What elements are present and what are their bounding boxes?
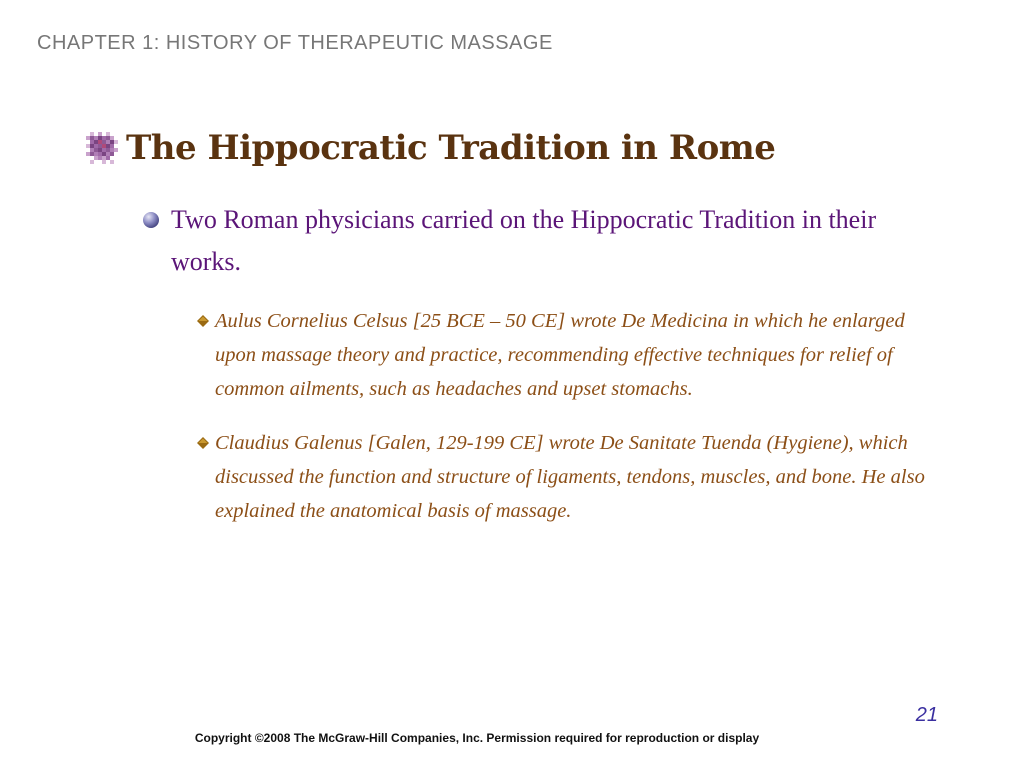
pixelated-square-bullet-icon [86, 132, 118, 164]
chapter-header: CHAPTER 1: HISTORY OF THERAPEUTIC MASSAGE [37, 32, 553, 54]
bullet-text: Two Roman physicians carried on the Hippocratic Tradition in their works. [171, 205, 877, 276]
sub-bullet-text: Claudius Galenus [Galen, 129-199 CE] wrote De Sanitate Tuenda (Hygiene), which discussed the function and structure of ligaments, tendons, muscles, and bone. He also explained the anatomical basis of massage. [215, 432, 925, 522]
sub-bullet-celsus [194, 304, 934, 406]
sphere-bullet-icon [142, 211, 160, 229]
page-number: 21 [915, 704, 938, 726]
sub-bullet-text: Aulus Cornelius Celsus [25 BCE – 50 CE] wrote De Medicina in which he enlarged upon massage theory and practice, recommending effective techniques for relief of common ailments, such as headaches and upset stomachs. [215, 310, 905, 400]
diamond-bullet-icon [194, 312, 212, 330]
copyright-notice: Copyright ©2008 The McGraw-Hill Companies, Inc. Permission required for reproduction or display [194, 731, 760, 745]
slide-title-row [86, 128, 775, 168]
diamond-bullet-icon [194, 434, 212, 452]
sub-bullet-galen [194, 426, 934, 528]
bullet-level-1 [142, 199, 942, 283]
slide-title: The Hippocratic Tradition in Rome [126, 128, 776, 168]
